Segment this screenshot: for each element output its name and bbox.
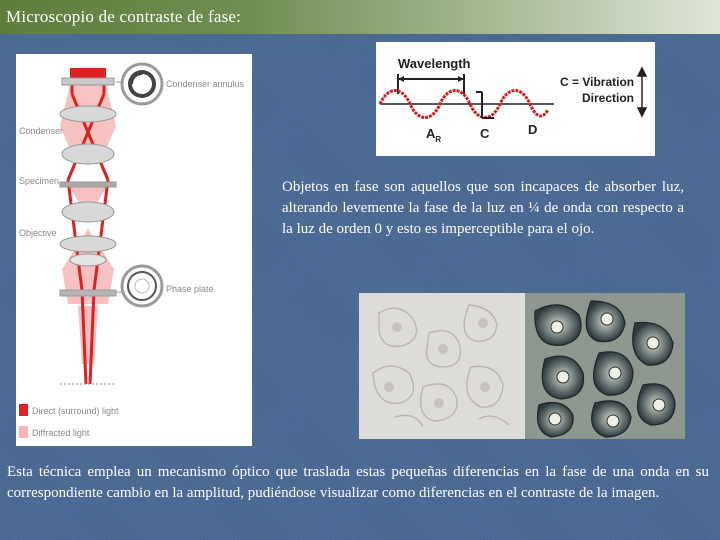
cell-micrographs (359, 293, 685, 439)
slide-title: Microscopio de contraste de fase: (6, 7, 242, 26)
phase-contrast-microscope-diagram (16, 54, 252, 446)
vibration-label-line1: C = Vibration (560, 75, 635, 89)
vibration-label-line2: Direction (582, 91, 635, 105)
wavelength-label: Wavelength (398, 56, 471, 71)
title-bar (0, 0, 720, 34)
condenser-annulus-icon (122, 64, 162, 104)
wavelength-diagram (376, 42, 655, 156)
point-a-label: $A_R$ (426, 126, 442, 144)
legend-swatch-direct (19, 404, 28, 416)
phase-plate-icon (122, 266, 162, 306)
brightfield-cells-image (359, 293, 521, 439)
specimen-label: Specimen (19, 176, 60, 186)
condenser-label: Condenser (19, 126, 64, 136)
vibration-direction-arrow (638, 68, 646, 116)
legend-direct-light: Direct (surround) light (32, 406, 119, 416)
legend-diffracted-light: Diffracted light (32, 428, 90, 438)
legend-swatch-diffracted (19, 426, 28, 438)
legend (19, 404, 119, 438)
condenser-annulus-label: Condenser annulus (166, 79, 245, 89)
paragraph-technique: Esta técnica emplea un mecanismo óptico que traslada estas pequeñas diferencias en la fase de una onda en su correspondiente cambio en la amplitud, pudiéndose visualizar como diferencias en el contraste de la imagen. (7, 464, 709, 501)
objective-label: Objective (19, 228, 57, 238)
point-c-label: C (480, 126, 490, 141)
phase-contrast-cells-image (525, 293, 685, 439)
phase-plate-label: Phase plate (166, 284, 214, 294)
paragraph-phase-objects: Objetos en fase son aquellos que son incapaces de absorber luz, alterando levemente la fase de la luz en ¼ de onda con respecto a la luz de orden 0 y esto es imperceptible para el ojo. (282, 179, 684, 237)
point-d-label: D (528, 122, 538, 137)
